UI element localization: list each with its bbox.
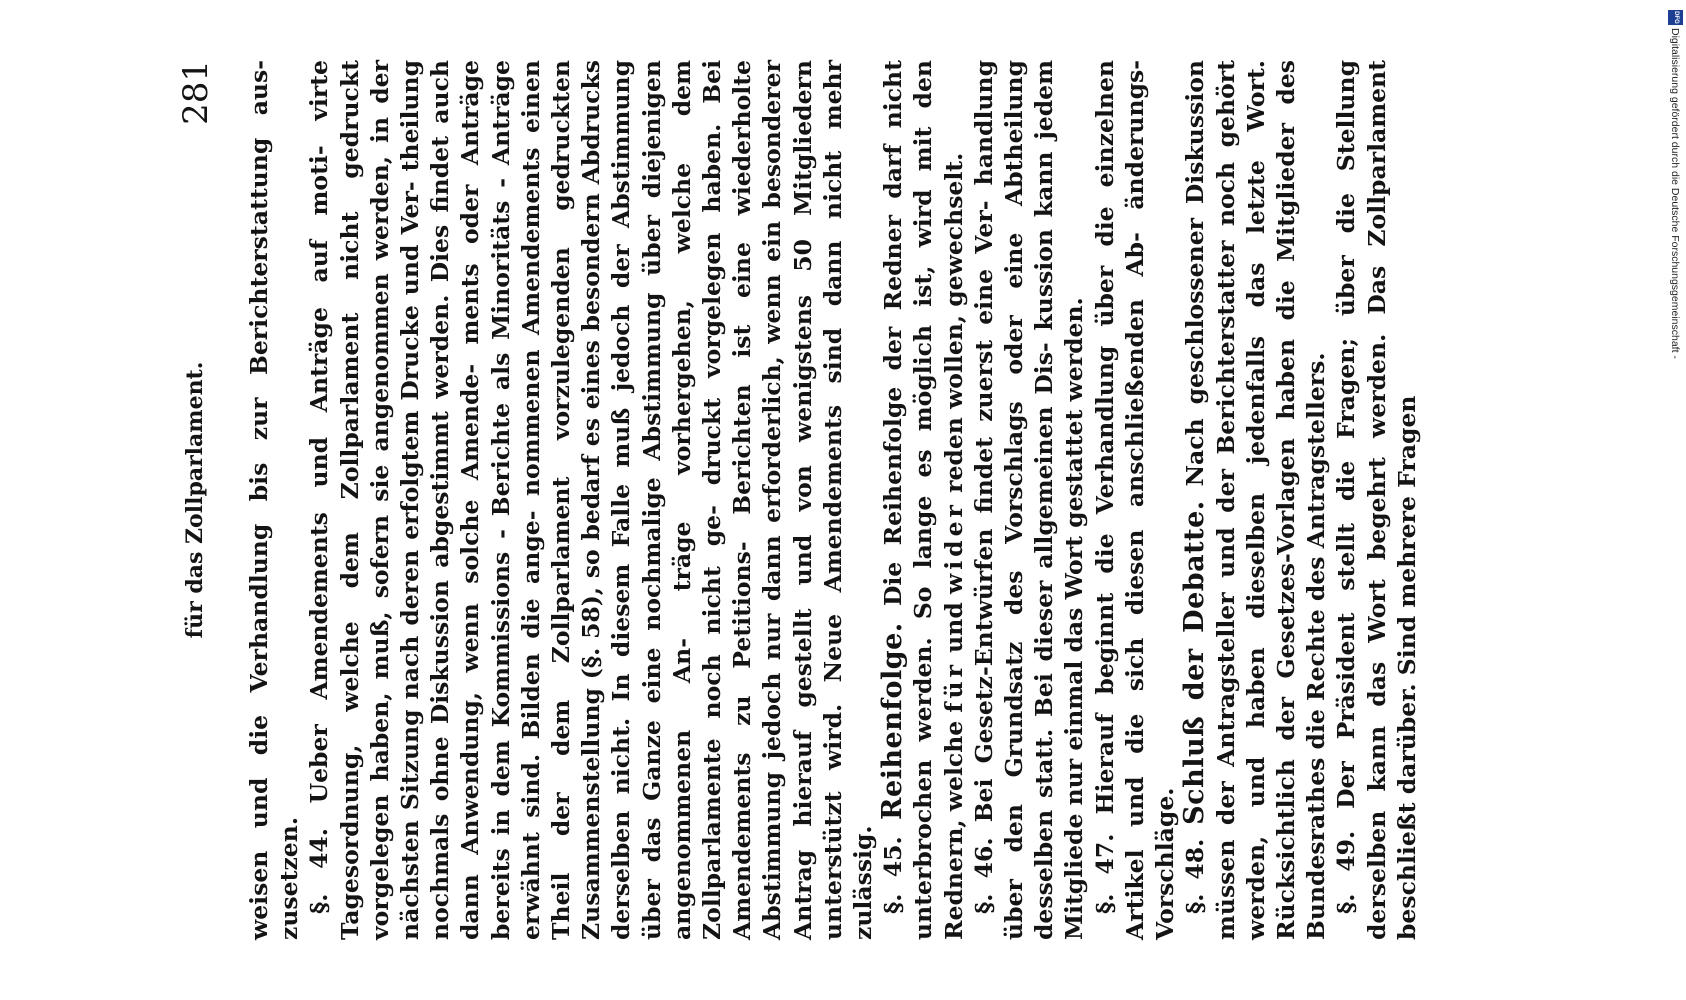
paragraph-text: reden wollen, gewechselt. [939,152,968,493]
spaced-word: wider [939,501,968,595]
section-heading: Reihenfolge. [877,622,909,820]
section-number: §. 45. [879,836,908,914]
paragraph-section-45 [878,60,969,940]
credit-text: Digitalisierung gefördert durch die Deutsche Forschungsgemeinschaft - [1669,28,1682,359]
document-page [176,60,1496,940]
section-heading: Schluß der Debatte. [1179,500,1211,825]
section-number: §. 48. [1181,838,1210,914]
page-number: 281 [176,60,216,125]
paragraph-section-48 [1180,60,1331,940]
spaced-word: für [939,661,968,713]
paragraph-section-44: §. 44. Ueber Amendements und Anträge auf moti- virte Tagesordnung, welche dem Zollparlament nicht gedruckt vorgelegen haben, muß, sofern sie angenommen werden, in der nächsten Sitzung nach deren erfolgtem Drucke und Ver- theilung nochmals ohne Diskussion abgestimmt werden. Dies findet auch dann Anwendung, wenn solche Amende- ments oder Anträge bereits in dem Kommissions - Berichte als Minoritäts - Anträge erwähnt sind. Bilden die ange- nommenen Amendements einen Theil der dem Zollparlament vorzulegenden gedruckten Zusammenstellung (§. 58), so bedarf es eines besondern Abdrucks derselben nicht. In diesem Falle muß jedoch der Abstimmung über das Ganze eine nochmalige Abstimmung über diejenigen angenommenen An- träge vorhergehen, welche dem Zollparlamente noch nicht ge- druckt vorgelegen haben. Bei Amendements zu Petitions- Berichten ist eine wiederholte Abstimmung jedoch nur dann erforderlich, wenn ein besonderer Antrag hierauf gestellt und von wenigstens 50 Mitgliedern unterstützt wird. Neue Amendements sind dann nicht mehr zulässig. [305,60,878,940]
paragraph-section-49: §. 49. Der Präsident stellt die Fragen; über die Stellung derselben kann das Wort begehrt werden. Das Zollparlament beschließt darüber. Sind mehrere Fragen [1332,60,1421,940]
paragraph-text: Nach geschlossener Diskussion müssen der Antragsteller und der Berichterstatter noch gehört werden, und haben dieselben jedenfalls das letzte Wort. Rücksichtlich der Gesetzes-Vorlagen haben die Mitglieder des Bundesrathes die Rechte des Antragstellers. [1181,60,1331,940]
paragraph-section-47: §. 47. Hierauf beginnt die Verhandlung über die einzelnen Artikel und die sich diesen anschließenden Ab- änderungs-Vorschläge. [1090,60,1180,940]
dfg-logo-icon: DFG [1668,10,1683,25]
running-head [176,60,224,940]
paragraph-text: und [939,602,968,653]
paragraph-section-46: §. 46. Bei Gesetz-Entwürfen findet zuerst eine Ver- handlung über den Grundsatz des Vorschlags oder eine Abtheilung desselben statt. Bei dieser allgemeinen Dis- kussion kann jedem Mitgliede nur einmal das Wort gestattet werden. [969,60,1089,940]
digitization-credit [1668,10,1683,359]
paragraph-text: Die Reihenfolge der Redner darf nicht unterbrochen werden. So lange es möglich ist, wird mit den Rednern, welche [879,60,968,940]
body-text [244,60,1422,940]
paragraph-continuation: weisen und die Verhandlung bis zur Berichterstattung aus- zusetzen. [245,60,304,940]
running-head-title: für das Zollparlament. [182,361,208,639]
